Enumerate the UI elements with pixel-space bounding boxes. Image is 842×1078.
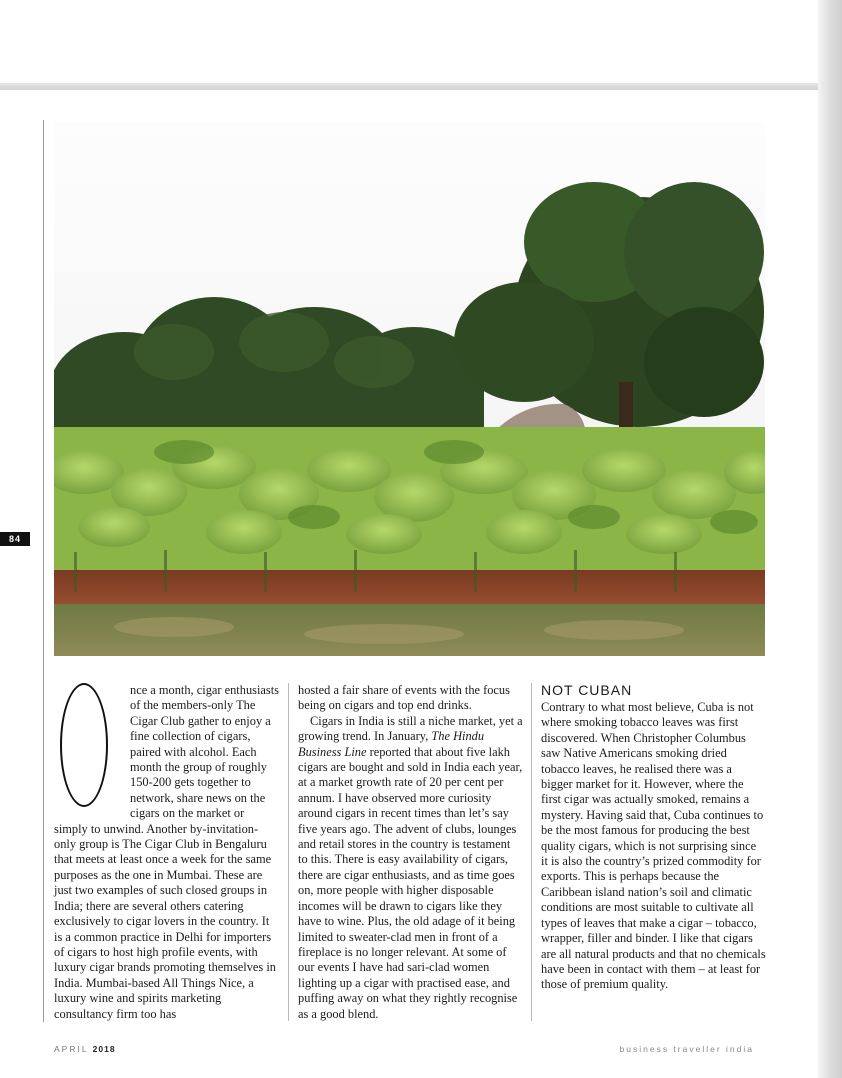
section-heading: NOT CUBAN <box>541 682 633 698</box>
column-3-text: Contrary to what most believe, Cuba is not where smoking tobacco leaves was first discovered. When Christopher Columbus saw Native Americans smoking dried tobacco leaves, he realised there was a bigger market for it. However, where the first cigar was actually smoked, remains a mystery. Having said that, Cuba continues to be the most famous for producing the best quality cigars, which is not surprising since it is also the country’s prized commodity for exports. This is perhaps because the Caribbean island nation’s soil and climatic conditions are most suitable to cultivate all types of leaves that make a cigar – tobacco, wrapper, filler and binder. I like that cigars are all natural products and that no chemicals have been in contact with them – at least for those of premium quality. <box>541 700 766 992</box>
page-top-margin <box>0 0 842 86</box>
article-column-3 <box>541 683 766 993</box>
tobacco-field-photo <box>54 122 765 656</box>
column-divider-1 <box>288 683 289 1021</box>
article-column-2 <box>298 683 523 1022</box>
left-margin-rule <box>43 120 44 1022</box>
page-number-tab: 84 <box>0 532 30 546</box>
footer-date: APRIL 2018 <box>54 1044 116 1054</box>
top-divider <box>0 83 842 90</box>
column-2-para-1: hosted a fair share of events with the focus being on cigars and top end drinks. <box>298 683 510 713</box>
column-1-text: nce a month, cigar enthusiasts of the members-only The Cigar Club gather to enjoy a fine collection of cigars, paired with alcohol. Each month the group of roughly 150-200 gets together to network, share news on the cigars on the market or simply to unwind. Another by-invitation-only group is The Cigar Club in Bengaluru that meets at least once a week for the same purposes as the one in Mumbai. These are just two examples of such closed groups in India; there are several others catering exclusively to cigar lovers in the country. It is a common practice in Delhi for importers of cigars to host high profile events, with luxury cigar brands promoting themselves in India. Mumbai-based All Things Nice, a luxury wine and spirits marketing consultancy firm too has <box>54 683 279 1021</box>
footer-publication: business traveller india <box>619 1044 754 1054</box>
column-2-para-2: Cigars in India is still a niche market, yet a growing trend. In January, The Hindu Business Line reported that about five lakh cigars are bought and sold in India each year, at a market growth rate of 20 per cent per annum. I have observed more curiosity around cigars in recent times than let’s say five years ago. The advent of clubs, lounges and retail stores in the country is testament to this. There is easy availability of cigars, there are cigar enthusiasts, and as time goes on, more people with higher disposable incomes will be drawn to cigars like they have to wine. Plus, the old adage of it being limited to sweater-clad men in front of a fireplace is no longer relevant. At some of our events I have had sari-clad women lighting up a cigar with practised ease, and puffing away on what they rightly recognise as a good blend. <box>298 713 523 1021</box>
column-divider-2 <box>531 683 532 1021</box>
drop-cap-o <box>60 683 114 807</box>
article-column-1 <box>54 683 280 1022</box>
page-gutter-shadow <box>818 0 842 1078</box>
publication-name: The Hindu Business Line <box>298 729 485 759</box>
